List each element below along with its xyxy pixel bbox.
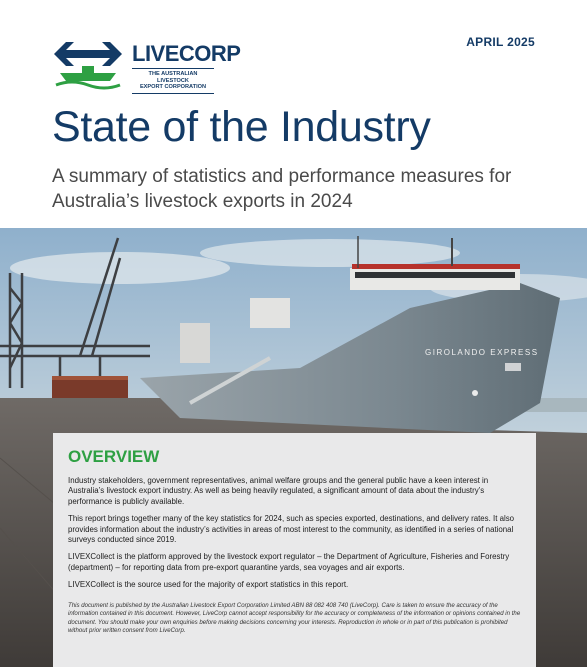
logo-tagline: THE AUSTRALIAN LIVESTOCK EXPORT CORPORATION: [132, 68, 214, 94]
page-title: State of the Industry: [52, 103, 431, 151]
page-subtitle: A summary of statistics and performance measures for Australia’s livestock exports in 2024: [52, 166, 512, 212]
publication-date: APRIL 2025: [466, 35, 535, 49]
livecorp-arrows-icon: [52, 35, 124, 91]
overview-paragraph: This report brings together many of the key statistics for 2024, such as species exported, destinations, and delivery rates. It also provides information about the industry’s activities in areas of most interest to the community, as identified in a series of national surveys conducted since 2019.: [68, 514, 515, 545]
ship-name: GIROLANDO EXPRESS: [425, 348, 539, 357]
overview-paragraph: LIVEXCollect is the source used for the majority of export statistics in this report.: [68, 580, 349, 590]
overview-heading: OVERVIEW: [68, 447, 160, 466]
overview-paragraph: Industry stakeholders, government representatives, animal welfare groups and the general public have a keen interest in Australia’s livestock export industry. As well as being heavily regulated, a significant amount of data about the industry’s performance is publicly available.: [68, 476, 489, 506]
logo-wordmark: LIVECORP: [132, 41, 241, 66]
overview-paragraph: LIVEXCollect is the platform approved by the livestock export regulator – the Department of Agriculture, Fisheries and Forestry (department) – for reporting data from pre-export quarantine yards, sea voyages and air exports.: [68, 552, 510, 572]
disclaimer-text: This document is published by the Australian Livestock Export Corporation Limited ABN 88 082 408 740 (LiveCorp). Care is taken to ensure the accuracy of the information contained in this document. However, LiveCorp cannot accept responsibility for the accuracy or completeness of the information or opinions contained in the document. You should make your own enquiries before making decisions concerning your interests. Reproduction in whole or in part of this publication is prohibited without prior written consent from LiveCorp.: [68, 601, 521, 635]
overview-panel: [53, 433, 536, 667]
livecorp-logo: [52, 35, 241, 91]
